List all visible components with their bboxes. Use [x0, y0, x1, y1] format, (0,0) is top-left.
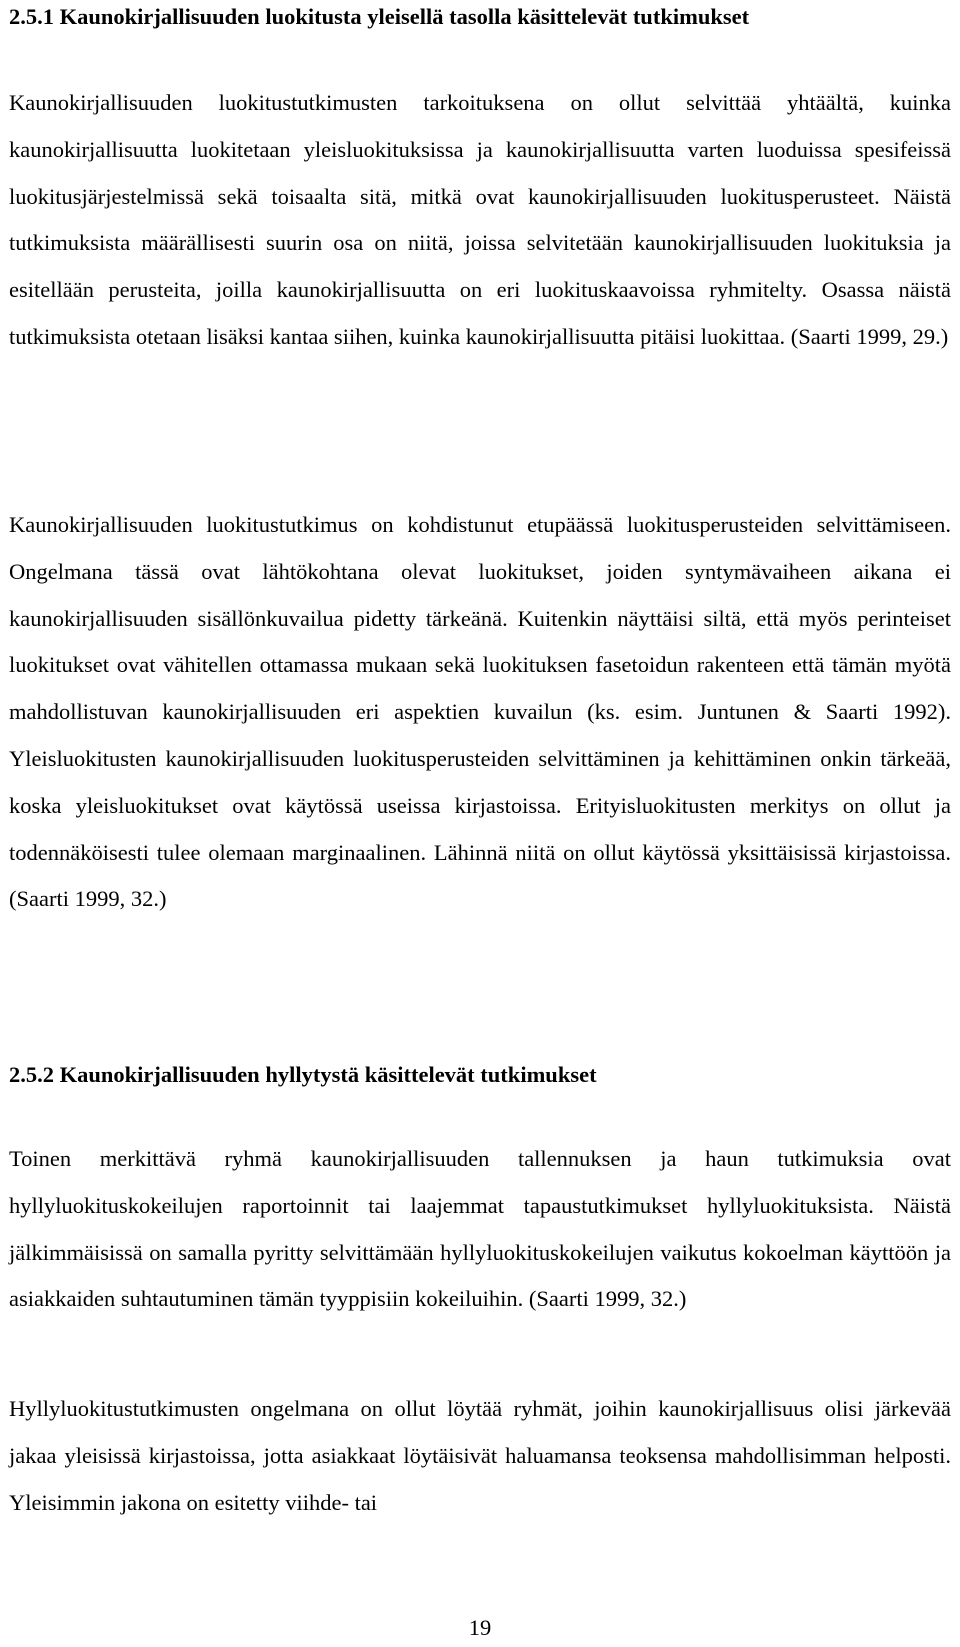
paragraph: Kaunokirjallisuuden luokitustutkimus on kohdistunut etupäässä luokitusperusteiden selvittämiseen. Ongelmana tässä ovat lähtökohtana olevat luokitukset, joiden syntymävaiheen aikana ei kaunokirjallisuuden sisällönkuvailua pidetty tärkeänä. Kuitenkin näyttäisi siltä, että myös perinteiset luokitukset ovat vähitellen ottamassa mukaan sekä luokituksen fasetoidun rakenteen että tämän myötä mahdollistuvan kaunokirjallisuuden eri aspektien kuvailun (ks. esim. Juntunen & Saarti 1992). Yleisluokitusten kaunokirjallisuuden luokitusperusteiden selvittäminen ja kehittäminen onkin tärkeää, koska yleisluokitukset ovat käytössä useissa kirjastoissa. Erityisluokitusten merkitys on ollut ja todennäköisesti tulee olemaan marginaalinen. Lähinnä niitä on ollut käytössä yksittäisissä kirjastoissa. (Saarti 1999, 32.) [9, 512, 951, 912]
section-heading: 2.5.1 Kaunokirjallisuuden luokitusta yleisellä tasolla käsittelevät tutkimukset [9, 4, 750, 29]
paragraph: Hyllyluokitustutkimusten ongelmana on ollut löytää ryhmät, joihin kaunokirjallisuus olisi järkevää jakaa yleisissä kirjastoissa, jotta asiakkaat löytäisivät haluamansa teoksensa mahdollisimman helposti. Yleisimmin jakona on esitetty viihde- tai [9, 1396, 951, 1515]
paragraph: Toinen merkittävä ryhmä kaunokirjallisuuden tallennuksen ja haun tutkimuksia ovat hyllyluokituskokeilujen raportoinnit tai laajemmat tapaustutkimukset hyllyluokituksista. Näistä jälkimmäisissä on samalla pyritty selvittämään hyllyluokituskokeilujen vaikutus kokoelman käyttöön ja asiakkaiden suhtautuminen tämän tyyppisiin kokeiluihin. (Saarti 1999, 32.) [9, 1146, 951, 1312]
page-number: 19 [468, 1615, 492, 1640]
section-heading: 2.5.2 Kaunokirjallisuuden hyllytystä käsittelevät tutkimukset [9, 1062, 597, 1087]
paragraph: Kaunokirjallisuuden luokitustutkimusten tarkoituksena on ollut selvittää yhtäältä, kuinka kaunokirjallisuutta luokitetaan yleisluokituksissa ja kaunokirjallisuutta varten luoduissa spesifeissä luokitusjärjestelmissä sekä toisaalta sitä, mitkä ovat kaunokirjallisuuden luokitusperusteet. Näistä tutkimuksista määrällisesti suurin osa on niitä, joissa selvitetään kaunokirjallisuuden luokituksia ja esitellään perusteita, joilla kaunokirjallisuutta on eri luokituskaavoissa ryhmitelty. Osassa näistä tutkimuksista otetaan lisäksi kantaa siihen, kuinka kaunokirjallisuutta pitäisi luokittaa. (Saarti 1999, 29.) [9, 90, 951, 349]
